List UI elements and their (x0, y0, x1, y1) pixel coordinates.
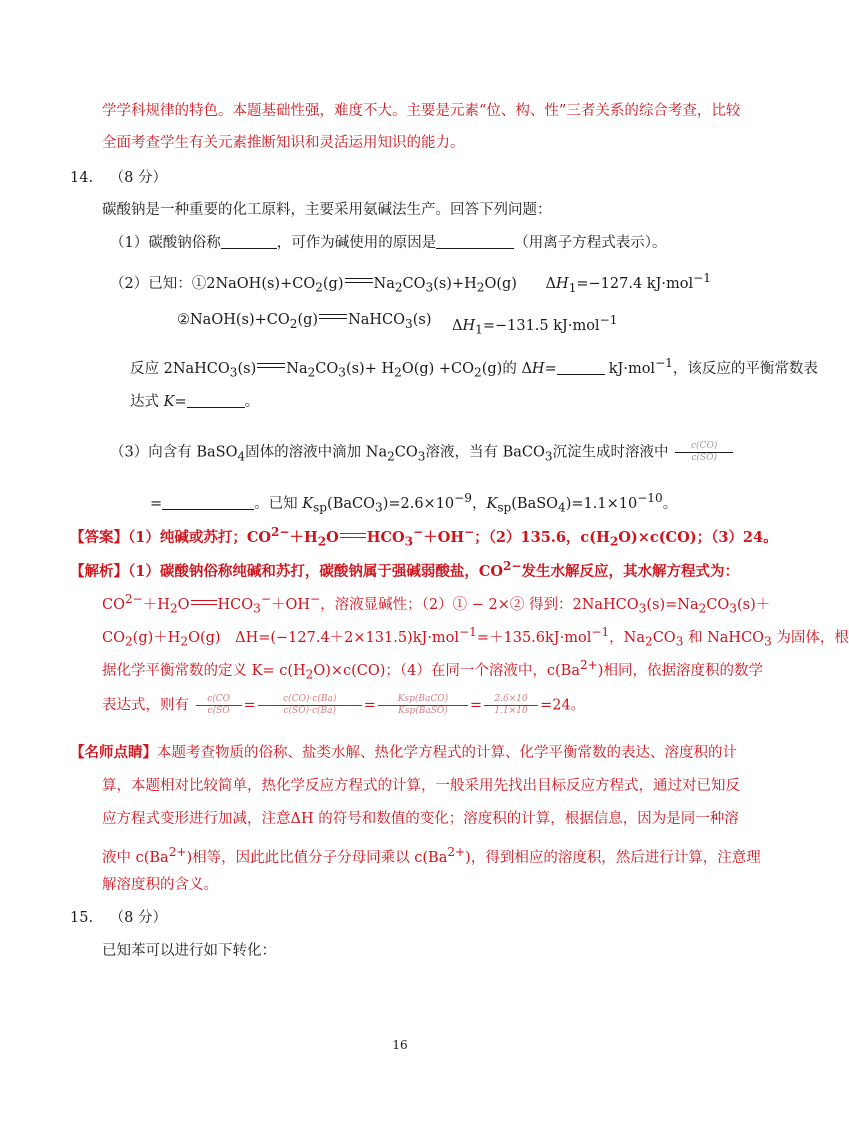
subscript: 2 (307, 365, 316, 380)
subscript: 4 (558, 500, 566, 515)
k-symbol: K (163, 394, 175, 410)
subscript: 3 (638, 601, 647, 616)
subscript: 3 (425, 280, 434, 295)
formula-fraction-1 (196, 694, 242, 717)
subscript: 3 (764, 634, 772, 649)
subscript: 2 (289, 316, 298, 331)
q14-target-b: (s) (237, 360, 257, 377)
q14-analysis-line-3: $CO_2(g)+H_2O(g)$ ΔH=(−127.4＋2×131.5)kJ·mol$^{-1}$=＋135.6kJ·mol$^{-1}$，$Na_2CO_3$ 和 NaHCO$_3$ 为固体，根 (102, 625, 849, 649)
superscript: 2− (271, 525, 290, 539)
superscript: −1 (591, 625, 610, 639)
h-symbol: H (531, 360, 545, 377)
analysis-l3d: =＋135.6kJ·mol (476, 629, 592, 646)
q14-k-b: = (174, 394, 187, 410)
q14-stem: 碳酸钠是一种重要的化工原料，主要采用氨碱法生产。回答下列问题： (102, 202, 552, 218)
analysis-l2e: ＋OH (270, 596, 311, 613)
subscript: 2 (474, 365, 482, 380)
ion-ratio-fraction (675, 441, 733, 464)
equilibrium-arrow-icon (191, 598, 217, 607)
subscript: 2 (394, 365, 402, 380)
subscript: 3 (375, 500, 383, 515)
q14-target-h: kJ·mol (608, 360, 656, 377)
q14-r1-prod: Na (373, 275, 395, 292)
equals-sign-icon (344, 277, 374, 285)
superscript: −10 (637, 491, 663, 505)
subscript: 3 (404, 534, 414, 549)
analysis-l2d: HCO (217, 596, 254, 613)
analysis-l4: 据化学平衡常数的定义 K= c(H (102, 662, 306, 679)
q14-part3: （3）向含有 BaSO$_4$固体的溶液中滴加 $Na_2CO_3$溶液，当有 BaCO$_3$沉淀生成时溶液中 $\frac{c(CO)}{c(SO)}$ (110, 441, 735, 466)
answer-blank[interactable] (187, 393, 245, 408)
comment-l4b: )相等，因此此比值分子分母同乘以 c(Ba (186, 849, 448, 866)
superscript: −1 (655, 356, 673, 370)
comment-l1: 本题考查物质的俗称、盐类水解、热化学方程式的计算、化学平衡常数的表达、溶度积的计 (157, 745, 737, 761)
q14-target-g: = (544, 360, 557, 377)
q14-comment-line-2: 算，本题相对比较简单，热化学反应方程式的计算，一般采用先找出目标反应方程式，通过对已知反 (102, 778, 740, 794)
fraction-denominator: c(SO)·c(Ba) (283, 706, 337, 716)
q14-r1-tail: (s)+H (433, 275, 477, 292)
answer-b: ＋H (289, 528, 318, 546)
h-symbol: H (556, 275, 569, 292)
q14-p3-k: )=1.1×10 (565, 495, 638, 512)
k-symbol: K (486, 495, 498, 512)
fraction-numerator: c(CO (196, 694, 242, 706)
analysis-l3c: O(g) ΔH=(−127.4＋2×131.5)kJ·mol (188, 629, 460, 646)
analysis-l2c: O (177, 596, 190, 613)
q14-p3-c: 溶液，当有 BaCO (425, 444, 545, 461)
subscript: 2 (698, 601, 707, 616)
q14-analysis-line-5: 表达式，则有 $\frac{c(CO}{c(SO}$ = $\frac{c(CO)\cdot c(Ba)}{c(SO)\cdot c(Ba)}$ = $\frac{\text{Ksp(BaCO)}}{\text{Ksp(BaSO)}}$ = $\frac{2.6\times 10}{1.1\times 10}$ =24。 (102, 694, 586, 716)
subscript: 4 (237, 449, 246, 464)
analysis-l1b: 发生水解反应，其水解方程式为： (521, 562, 740, 580)
comment-l4c: )，得到相应的溶度积，然后进行计算，注意理 (465, 849, 761, 866)
superscript: −9 (454, 491, 472, 505)
superscript: 2− (503, 559, 522, 573)
q14-target-a: 反应 2NaHCO (130, 360, 230, 377)
subscript: 3 (417, 449, 426, 464)
answer-e: ＋OH (423, 528, 465, 546)
superscript: − (464, 525, 475, 539)
equals-sign-icon (256, 362, 286, 370)
subscript: 3 (675, 634, 684, 649)
superscript: −1 (459, 625, 477, 639)
q14-part2-reaction2 (177, 310, 431, 334)
superscript: 2+ (168, 845, 187, 859)
fraction-denominator: 1.1×10 (494, 706, 528, 716)
subscript: 2 (169, 601, 178, 616)
q14-part2-label: （2）已知：①2NaOH(s)+CO (110, 275, 316, 292)
q14-answer (70, 522, 778, 552)
q15-stem: 已知苯可以进行如下转化： (102, 943, 276, 959)
formula-fraction-2 (258, 694, 362, 717)
h-symbol: H (462, 317, 476, 334)
analysis-l5-end: =24。 (540, 697, 586, 714)
q15-number: 15. (70, 910, 94, 926)
superscript: 2− (124, 592, 143, 606)
k-symbol: K (302, 495, 314, 512)
intro-line-2: 全面考查学生有关元素推断知识和灵活运用知识的能力。 (102, 135, 465, 151)
q14-target-e: O(g) +CO (401, 360, 475, 377)
equals-sign-icon (318, 313, 348, 321)
q14-p3-a: （3）向含有 BaSO (110, 444, 238, 461)
q14-p3-e: = (150, 495, 163, 512)
intro-line-1: 学学科规律的特色。本题基础性强，难度不大。主要是元素“位、构、性”三者关系的综合考查，比较 (102, 103, 741, 119)
subscript: 3 (338, 365, 346, 380)
fraction-denominator: Ksp(BaSO) (398, 706, 448, 716)
q14-p3-f: 。已知 (254, 495, 303, 512)
fraction-denominator: c(SO (207, 706, 230, 716)
subscript: 1 (475, 322, 483, 337)
superscript: − (413, 525, 424, 539)
subscript: sp (497, 500, 512, 515)
q14-header (70, 168, 167, 188)
q14-r2-b: (g) (297, 312, 319, 328)
subscript: 3 (544, 449, 553, 464)
answer-tag: 【答案】 (70, 528, 128, 546)
subscript: 2 (180, 634, 189, 649)
subscript: 3 (229, 365, 238, 380)
subscript: 2 (476, 280, 485, 295)
page-number: 16 (392, 1038, 408, 1052)
answer-g: O)×c(CO)；（3）24。 (618, 528, 778, 546)
superscript: −1 (599, 313, 618, 327)
q14-p3-g: (BaCO (327, 495, 375, 512)
q14-target-d: (s)+ H (345, 360, 395, 377)
q14-analysis-line-1 (70, 556, 739, 582)
q15-points: （8 分） (109, 910, 168, 926)
delta-symbol: Δ (452, 317, 463, 334)
analysis-l1a: （1）碳酸钠俗称纯碱和苏打，碳酸钠属于强碱弱酸盐，CO (128, 562, 504, 580)
q14-comment-line-4 (102, 842, 761, 868)
subscript: 2 (124, 634, 133, 649)
q14-part3-ksp (150, 488, 677, 518)
q14-p3-j: (BaSO (511, 495, 559, 512)
analysis-l2b: ＋H (142, 596, 170, 613)
q14-p3-d: 沉淀生成时溶液中 (552, 444, 669, 461)
analysis-l2f: ，溶液显碱性；（2）① − 2×② 得到：2NaHCO (320, 596, 639, 613)
subscript: 2 (315, 280, 323, 295)
subscript: 2 (645, 634, 653, 649)
q14-dh1-value: =−127.4 kJ·mol (576, 275, 694, 292)
q14-p3-b: 固体的溶液中滴加 Na (245, 444, 388, 461)
q14-k-a: 达式 (130, 394, 164, 410)
q14-target-c: Na (286, 360, 308, 377)
superscript: 2+ (579, 658, 598, 672)
q14-r2-prod: NaHCO (348, 312, 406, 328)
answer-blank[interactable] (557, 360, 605, 375)
formula-fraction-3 (378, 694, 468, 717)
comment-l4a: 液中 c(Ba (102, 849, 169, 866)
q14-comment-line-5: 解溶度积的含义。 (102, 877, 218, 893)
fraction-numerator: c(CO)·c(Ba) (258, 694, 362, 706)
q14-dh2-value: =−131.5 kJ·mol (482, 317, 600, 334)
q14-part2-target: 反应 2NaHCO$_3$(s) $Na_2CO_3(s)+ H_2O(g) +CO_2(g)$的 ΔH= kJ·mol$^{-1}$，该反应的平衡常数表 (130, 356, 818, 380)
q14-analysis-line-2: $CO^{2-}+H_2O$ $HCO_3^-+OH^-$，溶液显碱性；（2）① − 2×② 得到：$2NaHCO_3(s)=Na_2CO_3(s)+$ (102, 592, 771, 616)
analysis-l4c: )相同，依据溶度积的数学 (597, 662, 763, 679)
q14-part2-reaction1: （2）已知：$①2NaOH(s)+CO_2(g)$ $Na_2CO_3(s)+H_2O(g)$ $\Delta H_1=-127.4$ kJ·mol$^{-1}$ (110, 271, 711, 295)
q14-target-i: ，该反应的平衡常数表 (672, 360, 818, 377)
q14-part1-text-b: ，可作为碱使用的原因是 (276, 235, 437, 251)
analysis-l3e: ，Na (609, 629, 646, 646)
q14-comment-line-1 (70, 743, 737, 763)
superscript: − (310, 592, 321, 606)
q14-points: （8 分） (109, 170, 168, 186)
analysis-l2a: CO (102, 596, 125, 613)
analysis-l3g: 为固体，根 (771, 629, 849, 646)
subscript: 3 (253, 601, 261, 616)
subscript: sp (313, 500, 328, 515)
fraction-numerator: c(CO) (675, 441, 733, 453)
answer-d: HCO (366, 528, 405, 546)
superscript: − (260, 592, 271, 606)
q14-part1-text-a: （1）碳酸钠俗称 (110, 235, 221, 251)
answer-c: O (326, 528, 339, 546)
subscript: 3 (405, 316, 413, 331)
equilibrium-arrow-icon (340, 531, 366, 540)
analysis-tag: 【解析】 (70, 562, 128, 580)
answer-blank[interactable] (436, 234, 514, 249)
subscript: 2 (387, 449, 395, 464)
q14-analysis-line-4 (102, 655, 763, 685)
q14-p3-i: ， (471, 495, 487, 512)
q14-p3-h: )=2.6×10 (382, 495, 455, 512)
answer-f: ；（2）135.6，c(H (474, 528, 610, 546)
subscript: 2 (394, 280, 403, 295)
q14-r1-tail2: O(g) (484, 275, 517, 292)
analysis-l2g: (s)=Na (646, 596, 699, 613)
analysis-l4b: O)×c(CO)；（4）在同一个溶液中，c(Ba (313, 662, 580, 679)
q14-part2-k (130, 392, 259, 412)
q14-dh2 (452, 310, 617, 340)
analysis-l3f: 和 NaHCO (683, 629, 765, 646)
analysis-l2h: (s)＋ (736, 596, 771, 613)
fraction-numerator: 2.6×10 (484, 694, 538, 706)
subscript: 2 (317, 534, 327, 549)
delta-symbol: Δ (545, 275, 557, 292)
superscript: −1 (693, 271, 711, 285)
analysis-l3b: (g)＋H (132, 629, 181, 646)
subscript: 2 (305, 667, 314, 682)
subscript: 1 (568, 280, 577, 295)
q15-header (70, 908, 167, 928)
answer-a: （1）纯碱或苏打；CO (128, 528, 272, 546)
fraction-denominator: c(SO) (691, 453, 717, 463)
q14-r1-mid: (g) (322, 275, 344, 292)
q14-comment-line-3: 应方程式变形进行加减，注意ΔH 的符号和数值的变化；溶度积的计算，根据信息，因为是同一种溶 (102, 811, 739, 827)
q14-number: 14. (70, 170, 94, 186)
subscript: 3 (729, 601, 737, 616)
answer-blank[interactable] (162, 495, 254, 510)
q14-part1-text-c: （用离子方程式表示）。 (514, 235, 667, 251)
analysis-l3a: CO (102, 629, 125, 646)
subscript: 2 (609, 534, 619, 549)
q14-k-c: 。 (244, 394, 260, 410)
fraction-numerator: Ksp(BaCO) (378, 694, 468, 706)
q14-p3-l: 。 (662, 495, 678, 512)
analysis-l5a: 表达式，则有 (102, 697, 189, 714)
q14-target-f: (g)的 Δ (481, 360, 532, 377)
answer-blank[interactable] (221, 234, 277, 249)
comment-tag: 【名师点睛】 (70, 744, 157, 761)
formula-fraction-4 (484, 694, 538, 717)
q14-r2-c: (s) (412, 312, 432, 328)
superscript: 2+ (447, 845, 466, 859)
q14-r2-a: ②NaOH(s)+CO (177, 312, 290, 328)
q14-part1 (110, 233, 666, 253)
